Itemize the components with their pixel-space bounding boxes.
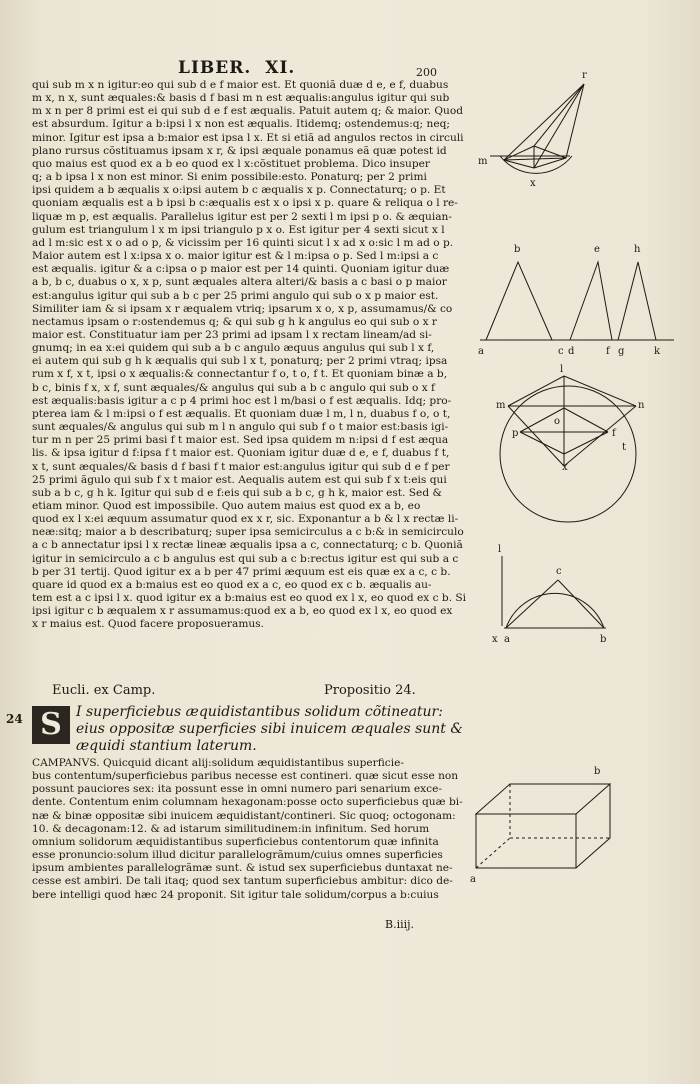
fig2-label-k: k <box>654 346 661 357</box>
fig3-label-m: m <box>496 400 506 411</box>
fig3-label-l: l <box>560 364 564 375</box>
commentary-text-line: bus contentum/superficiebus paribus necesse est contineri. quæ sicut esse non <box>32 770 459 783</box>
proof-text-line: a b, b c, duabus o x, x p, sunt æquales altera alteri/& basis a c basi o p maior <box>32 276 447 289</box>
proof-text-line: est absurdum. Igitur a b:ipsi l x non est æqualis. Itidemq; ostendemus:q; neq; <box>32 118 450 131</box>
proof-text-line: nectamus ipsam o r:ostendemus q; & qui sub g h k angulus eo qui sub o x r <box>32 315 437 328</box>
commentary-text-line: omnium solidorum æquidistantibus superficiebus contentorum quæ infinita <box>32 835 439 848</box>
figure-pyramid-circle <box>474 68 594 222</box>
proof-text-line: ad l m:sic est x o ad o p, & vicissim per 16 quinti sicut l x ad x o:sic l m ad o p. <box>32 236 454 249</box>
proof-text-line: qui sub m x n igitur:eo qui sub d e f maior est. Et quoniã duæ d e, e f, duabus <box>32 79 449 91</box>
fig2-label-b: b <box>514 244 521 255</box>
proof-text-line: quo maius est quod ex a b eo quod ex l x:cõstituet problema. Dico insuper <box>32 157 430 170</box>
fig3-label-f: f <box>612 428 616 439</box>
figure-three-triangles <box>478 240 678 364</box>
drop-cap-initial: S <box>32 706 70 744</box>
proof-text-line: neæ:sitq; maior a b describaturq; super ipsa semicirculus a c b:& in semicirculo <box>32 526 464 539</box>
fig4-label-l: l <box>498 544 502 555</box>
figure-circle-construction <box>490 366 650 530</box>
proof-text-line: sub a b c, g h k. Igitur qui sub d e f:eis qui sub a b c, g h k, maior est. Sed & <box>32 486 442 499</box>
proof-text-line: quoniam æqualis est a b ipsi b c:æqualis est x o ipsi x p. quare & reliqua o l re- <box>32 197 458 210</box>
fig1-label-r: r <box>582 70 587 81</box>
page-number: 200 <box>416 66 437 79</box>
proof-text-line: rum x f, x t, ipsi o x æqualis:& connectantur f o, t o, f t. Et quoniam binæ a b, <box>32 368 448 381</box>
fig5-label-b: b <box>594 766 601 777</box>
fig3-label-t: t <box>622 442 627 453</box>
proof-text-line: est æqualis:basis igitur a c p 4 primi hoc est l m/basi o f est æqualis. Idq; pro- <box>32 394 452 407</box>
fig3-label-p: p <box>512 428 519 439</box>
proof-text-line: pterea iam & l m:ipsi o f est æqualis. Et quoniam duæ l m, l n, duabus f o, o t, <box>32 407 451 420</box>
fig5-label-a: a <box>470 874 476 885</box>
proof-text-line: 25 primi ãgulo qui sub f x t maior est. Aequalis autem est qui sub f x t:eis qui <box>32 473 447 486</box>
commentary-text-line: possunt pauciores sex: ita possunt esse in omni numero pari senarium exce- <box>32 783 442 796</box>
proof-text-line: x r maius est. Quod facere proposueramus. <box>32 618 264 631</box>
commentary-text-block <box>32 757 472 902</box>
fig2-label-g: g <box>618 346 625 357</box>
commentary-text-line: cesse est ambiri. De tali itaq; quod sex tantum superficiebus ambitur: dico de- <box>32 875 453 888</box>
header-book-number: XI. <box>265 58 296 78</box>
commentary-text-line: bere intelligi quod hæc 24 proponit. Sit igitur tale solidum/corpus a b:cuius <box>32 888 439 901</box>
proof-text-line: igitur in semicirculo a c b angulus est qui sub a c b:rectus igitur est qui sub a c <box>32 552 459 565</box>
fig2-label-f: f <box>606 346 610 357</box>
fig2-label-h: h <box>634 244 641 255</box>
proof-text-line: sunt æquales/& angulus qui sub m l n angulo qui sub f o t maior est:basis igi- <box>32 421 449 434</box>
commentary-text-line: næ & binæ oppositæ sibi inuicem æquidistant/contineri. Sic quoq; octogonam: <box>32 809 456 822</box>
proof-text-line: etiam minor. Quod est impossibile. Quo autem maius est quod ex a b, eo <box>32 500 421 512</box>
commentary-text-line: ipsum ambientes parallelogrãmæ sunt. & istud sex superficiebus duntaxat ne- <box>32 862 453 875</box>
fig2-label-a: a <box>478 346 484 357</box>
proof-text-line: ei autem qui sub g h k æqualis qui sub l x t, ponaturq; per 2 primi vtraq; ipsa <box>32 355 448 368</box>
proof-text-line: ipsi igitur c b æqualem x r assumamus:quod ex a b, eo quod ex l x, eo quod ex <box>32 605 453 618</box>
proof-text-line: b per 31 tertij. Quod igitur ex a b per 47 primi æquum est eis quæ ex a c, c b. <box>32 565 451 578</box>
enunciation-text: I superficiebus æquidistantibus solidum cõtineatur: eius oppositæ superficies sibi inuicem æquales sunt & æquidi stantium laterum. <box>76 704 463 754</box>
proposition-enunciation <box>32 704 472 755</box>
fig1-label-x: x <box>530 178 536 189</box>
fig3-label-x: x <box>562 462 568 473</box>
proof-text-line: a c b annectatur ipsi l x rectæ lineæ æqualis ipsa a c, connectaturq; c b. Quoniã <box>32 539 463 552</box>
fig4-label-c: c <box>556 566 562 577</box>
proof-text-line: quod ex l x:ei æquum assumatur quod ex x r, sic. Exponantur a b & l x rectæ li- <box>32 513 459 526</box>
printer-signature: B.iiij. <box>385 918 415 931</box>
source-label: Eucli. ex Camp. <box>52 683 156 698</box>
fig2-label-d: d <box>568 346 575 357</box>
commentary-text-line: esse pronuncio:solum illud dicitur parallelogrãmum/cuius omnes superficies <box>32 849 443 862</box>
proof-text-line: Maior autem est l x:ipsa x o. maior igitur est & l m:ipsa o p. Sed l m:ipsi a c <box>32 250 439 263</box>
fig4-label-b: b <box>600 634 607 645</box>
proof-text-line: est æqualis. igitur & a c:ipsa o p maior est per 14 quinti. Quoniam igitur duæ <box>32 263 450 276</box>
proof-text-line: lis. & ipsa igitur d f:ipsa f t maior est. Quoniam igitur duæ d e, e f, duabus f t, <box>32 447 450 460</box>
commentary-text-line: 10. & decagonam:12. & ad istarum similitudinem:in infinitum. Sed horum <box>32 822 430 835</box>
fig3-label-n: n <box>638 400 645 411</box>
fig3-label-o: o <box>554 416 561 427</box>
fig4-label-x: x <box>492 634 498 645</box>
proof-text-line: m x n per 8 primi est ei qui sub d e f est æqualis. Patuit autem q; & maior. Quod <box>32 105 464 118</box>
fig2-label-c: c <box>558 346 564 357</box>
proof-text-line: x t, sunt æquales/& basis d f basi f t maior est:angulus igitur qui sub d e f per <box>32 460 450 473</box>
figure-semicircle <box>490 540 620 654</box>
proof-text-line: tem est a c ipsi l x. quod igitur ex a b:maius est eo quod ex l x, eo quod ex c b. Si <box>32 592 467 605</box>
fig2-label-e: e <box>594 244 600 255</box>
proof-text-line: tur m n per 25 primi basi f t maior est. Sed ipsa quidem m n:ipsi d f est æqua <box>32 434 449 447</box>
proposition-label: Propositio 24. <box>324 683 416 698</box>
margin-number: 24 <box>6 712 23 726</box>
proof-text-line: b c, binis f x, x f, sunt æquales/& angulus qui sub a b c angulo qui sub o x f <box>32 381 435 394</box>
proof-text-line: q; a b ipsa l x non est minor. Si enim possibile:esto. Ponaturq; per 2 primi <box>32 171 427 184</box>
proof-text-line: quare id quod ex a b:maius est eo quod ex a c, eo quod ex c b. æqualis au- <box>32 578 432 591</box>
proof-text-line: liquæ m p, est æqualis. Parallelus igitur est per 2 sexti l m ipsi p o. & æquian- <box>32 210 452 223</box>
proof-text-line: plano rursus cõstituamus ipsam x r, & ipsi æquale ponamus eã quæ potest id <box>32 144 447 157</box>
proof-text-line: Similiter iam & si ipsam x r æqualem vtriq; ipsarum x o, x p, assumamus/& co <box>32 302 453 315</box>
proof-text-line: gnumq; in ea x:ei quidem qui sub a b c angulo æquus angulus qui sub l x f, <box>32 342 435 355</box>
proof-text-line: ipsi quidem a b æqualis x o:ipsi autem b c æqualis x p. Connectaturq; o p. Et <box>32 184 446 197</box>
commentary-text-line: dente. Contentum enim columnam hexagonam:posse octo superficiebus quæ bi- <box>32 796 463 809</box>
proof-text-line: maior est. Constituatur iam per 23 primi ad ipsam l x rectam lineam/ad si- <box>32 328 432 341</box>
figure-parallelepiped <box>468 764 628 898</box>
fig4-label-a: a <box>504 634 510 645</box>
proof-text-line: est:angulus igitur qui sub a b c per 25 primi angulo qui sub o x p maior est. <box>32 289 439 302</box>
running-header <box>178 58 309 78</box>
proof-text-block <box>32 79 472 632</box>
proof-text-line: minor. Igitur est ipsa a b:maior est ipsa l x. Et si etiã ad angulos rectos in circuli <box>32 131 464 144</box>
header-liber: LIBER. <box>178 58 252 78</box>
fig1-label-m: m <box>478 156 488 167</box>
proof-text-line: gulum est triangulum l x m ipsi triangulo p x o. Est igitur per 4 sexti sicut x l <box>32 223 445 236</box>
proof-text-line: m x, n x, sunt æquales:& basis d f basi m n est æqualis:angulus igitur qui sub <box>32 92 450 105</box>
commentary-text-line: CAMPANVS. Quicquid dicant alij:solidum æquidistantibus superficie- <box>32 757 404 769</box>
